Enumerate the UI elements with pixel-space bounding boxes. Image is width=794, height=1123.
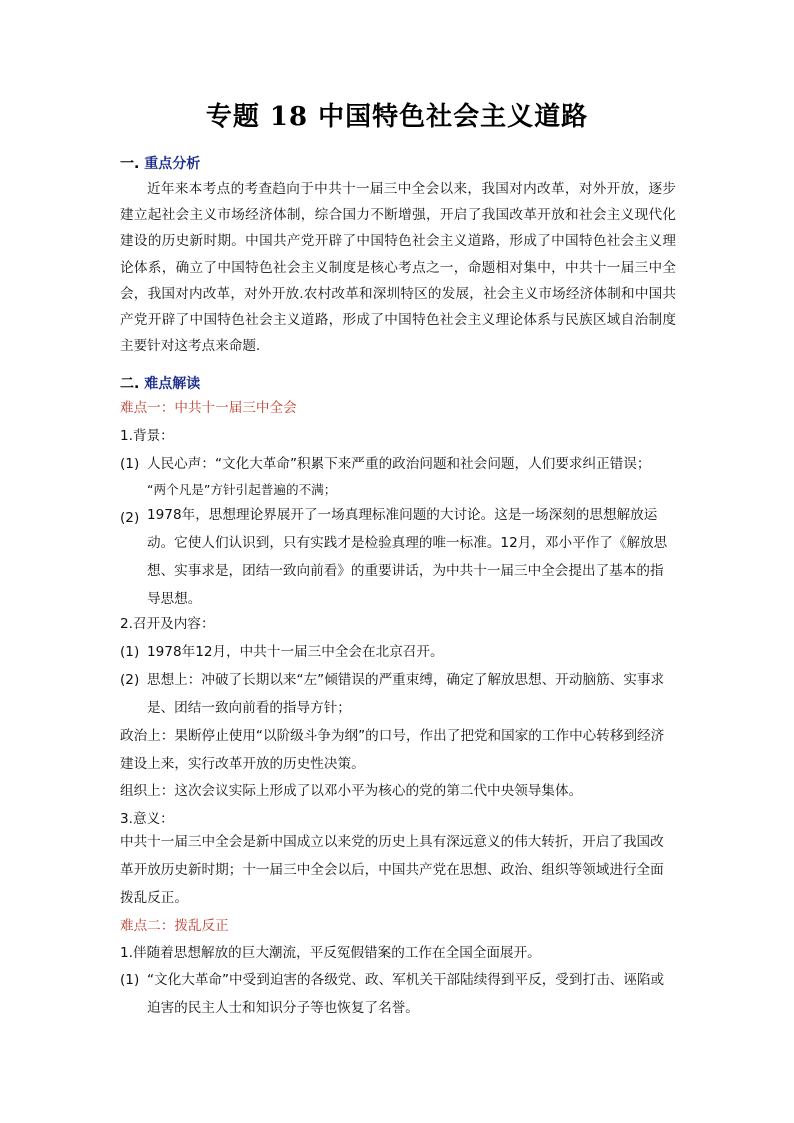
convening-label: 2.召开及内容： xyxy=(120,616,215,632)
section-heading-key-analysis xyxy=(120,153,200,173)
section-number: 二. xyxy=(120,376,140,392)
organization-paragraph: 组织上：这次会议实际上形成了以邓小平为核心的党的第二代中央领导集体。 xyxy=(120,783,583,799)
rectification-paragraph: 1.伴随着思想解放的巨大潮流，平反冤假错案的工作在全国全面展开。 xyxy=(120,945,541,961)
item-number: (1) xyxy=(120,456,140,472)
background-item-2: 1978年，思想理论界展开了一场真理标准问题的大讨论。这是一场深刻的思想解放运动。它使人们认识到，只有实践才是检验真理的唯一标准。12月，邓小平作了《解放思想、实事求是，团结一致向前看》的重要讲话，为中共十一届三中全会提出了基本的指导思想。 xyxy=(147,507,668,607)
background-item-1-line-1: 人民心声：“文化大革命”积累下来严重的政治问题和社会问题，人们要求纠正错误； xyxy=(147,456,651,472)
background-item-1-line-2: “两个凡是”方针引起普遍的不满； xyxy=(147,482,337,497)
difficulty-1-heading: 难点一：中共十一届三中全会 xyxy=(120,400,297,416)
item-number: (1) xyxy=(120,972,140,988)
politics-paragraph: 政治上：果断停止使用“以阶级斗争为纲”的口号，作出了把党和国家的工作中心转移到经济建设上来，实行改革开放的历史性决策。 xyxy=(120,728,665,772)
intro-paragraph: 近年来本考点的考查趋向于中共十一届三中全会以来，我国对内改革，对外开放，逐步建立起社会主义市场经济体制，综合国力不断增强，开启了我国改革开放和社会主义现代化建设的历史新时期。中国共产党开辟了中国特色社会主义道路，形成了中国特色社会主义理论体系，确立了中国特色社会主义制度是核心考点之一，命题相对集中，中共十一届三中全会，我国对内改革，对外开放.农村改革和深圳特区的发展，社会主义市场经济体制和中国共产党开辟了中国特色社会主义道路，形成了中国特色社会主义理论体系与民族区域自治制度主要针对这考点来命题. xyxy=(120,181,676,355)
section-number: 一. xyxy=(120,156,140,172)
background-label: 1.背景： xyxy=(120,428,174,444)
section-heading-difficulty xyxy=(120,373,200,393)
page-title: 专题 18 中国特色社会主义道路 xyxy=(205,102,589,132)
significance-label: 3.意义： xyxy=(120,811,174,827)
rectification-item-1: “文化大革命”中受到迫害的各级党、政、军机关干部陆续得到平反，受到打击、诬陷或迫害的民主人士和知识分子等也恢复了名誉。 xyxy=(147,972,665,1016)
difficulty-2-heading: 难点二：拨乱反正 xyxy=(120,918,229,934)
significance-paragraph: 中共十一届三中全会是新中国成立以来党的历史上具有深远意义的伟大转折，开启了我国改革开放历史新时期；十一届三中全会以后，中国共产党在思想、政治、组织等领域进行全面拨乱反正。 xyxy=(120,834,664,906)
item-number: (2) xyxy=(120,672,140,688)
section-label: 难点解读 xyxy=(144,376,201,392)
content-item-2: 思想上：冲破了长期以来“左”倾错误的严重束缚，确定了解放思想、开动脑筋、实事求是、团结一致向前看的指导方针； xyxy=(147,672,665,716)
item-number: (1) xyxy=(120,644,140,660)
section-label: 重点分析 xyxy=(144,156,201,172)
content-item-1: 1978年12月，中共十一届三中全会在北京召开。 xyxy=(147,644,444,660)
item-number: (2) xyxy=(120,510,140,526)
